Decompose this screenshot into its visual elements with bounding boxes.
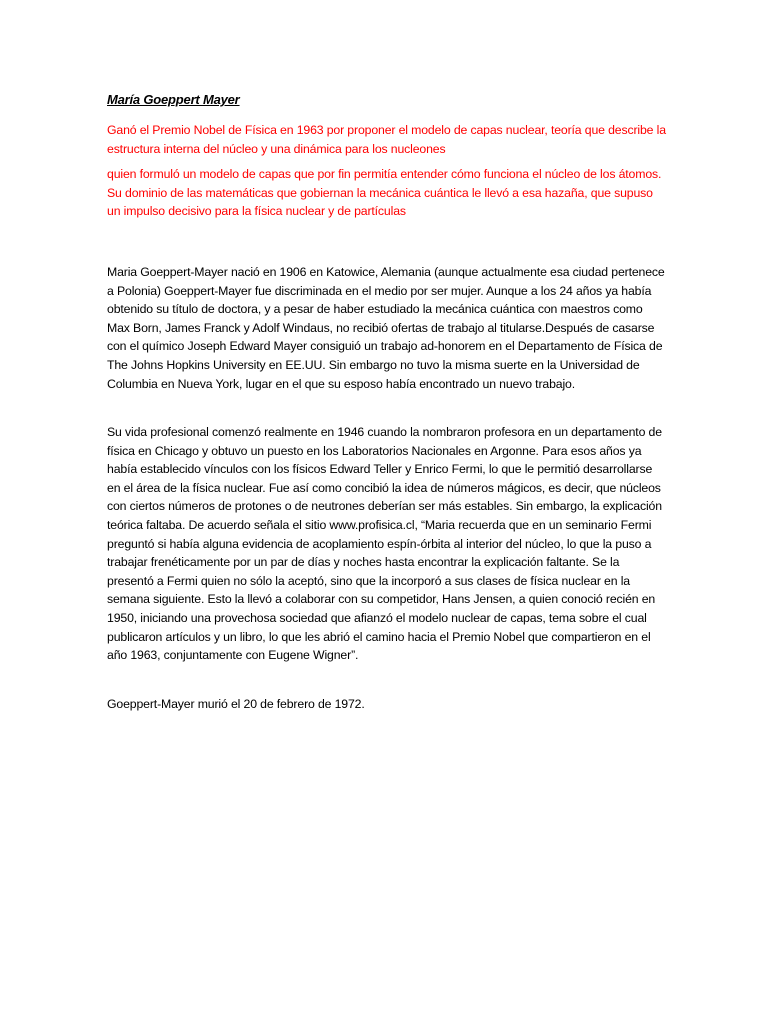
body-paragraph-early-life: Maria Goeppert-Mayer nació en 1906 en Katowice, Alemania (aunque actualmente esa ciudad pertenece a Polonia) Goeppert-Mayer fue discriminada en el medio por ser mujer. Aunque a los 24 años ya había obtenido su título de doctora, y a pesar de haber estudiado la mecánica cuántica con maestros como Max Born, James Franck y Adolf Windaus, no recibió ofertas de trabajo al titularse.Después de casarse con el químico Joseph Edward Mayer consiguió un trabajo ad-honorem en el Departamento de Física de The Johns Hopkins University en EE.UU. Sin embargo no tuvo la misma suerte en la Universidad de Columbia en Nueva York, lugar en el que su esposo había encontrado un nuevo trabajo. — [107, 265, 665, 391]
document-title: María Goeppert Mayer — [107, 92, 240, 107]
body-paragraph-death: Goeppert-Mayer murió el 20 de febrero de 1972. — [107, 697, 365, 711]
body-paragraph-career: Su vida profesional comenzó realmente en 1946 cuando la nombraron profesora en un departamento de física en Chicago y obtuvo un puesto en los Laboratorios Nacionales en Argonne. Para esos años ya había establecido vínculos con los físicos Edward Teller y Enrico Fermi, lo que le permitió desarrollarse en el área de la física nuclear. Fue así como concibió la idea de números mágicos, es decir, que núcleos con ciertos números de protones o de neutrones deberían ser más estables. Sin embargo, la explicación teórica faltaba. De acuerdo señala el sitio www.profisica.cl, “Maria recuerda que en un seminario Fermi preguntó si había alguna evidencia de acoplamiento espín-órbita al interior del núcleo, lo que la puso a trabajar frenéticamente por un par de días y noches hasta encontrar la explicación faltante. Se la presentó a Fermi quien no sólo la aceptó, sino que la incorporó a sus clases de física nuclear en la semana siguiente. Esto la llevó a colaborar con su competidor, Hans Jensen, a quien conoció recién en 1950, iniciando una provechosa sociedad que afianzó el modelo nuclear de capas, tema sobre el cual publicaron artículos y un libro, lo que les abrió el camino hacia el Premio Nobel que compartieron en el año 1963, conjuntamente con Eugene Wigner”. — [107, 425, 662, 663]
highlight-paragraph-2: quien formuló un modelo de capas que por fin permitía entender cómo funciona el núcleo de los átomos. Su dominio de las matemáticas que gobiernan la mecánica cuántica le llevó a esa hazaña, que supuso un impulso decisivo para la física nuclear y de partículas — [107, 167, 662, 219]
highlight-paragraph-1: Ganó el Premio Nobel de Física en 1963 por proponer el modelo de capas nuclear, teoría que describe la estructura interna del núcleo y una dinámica para los nucleones — [107, 123, 666, 156]
